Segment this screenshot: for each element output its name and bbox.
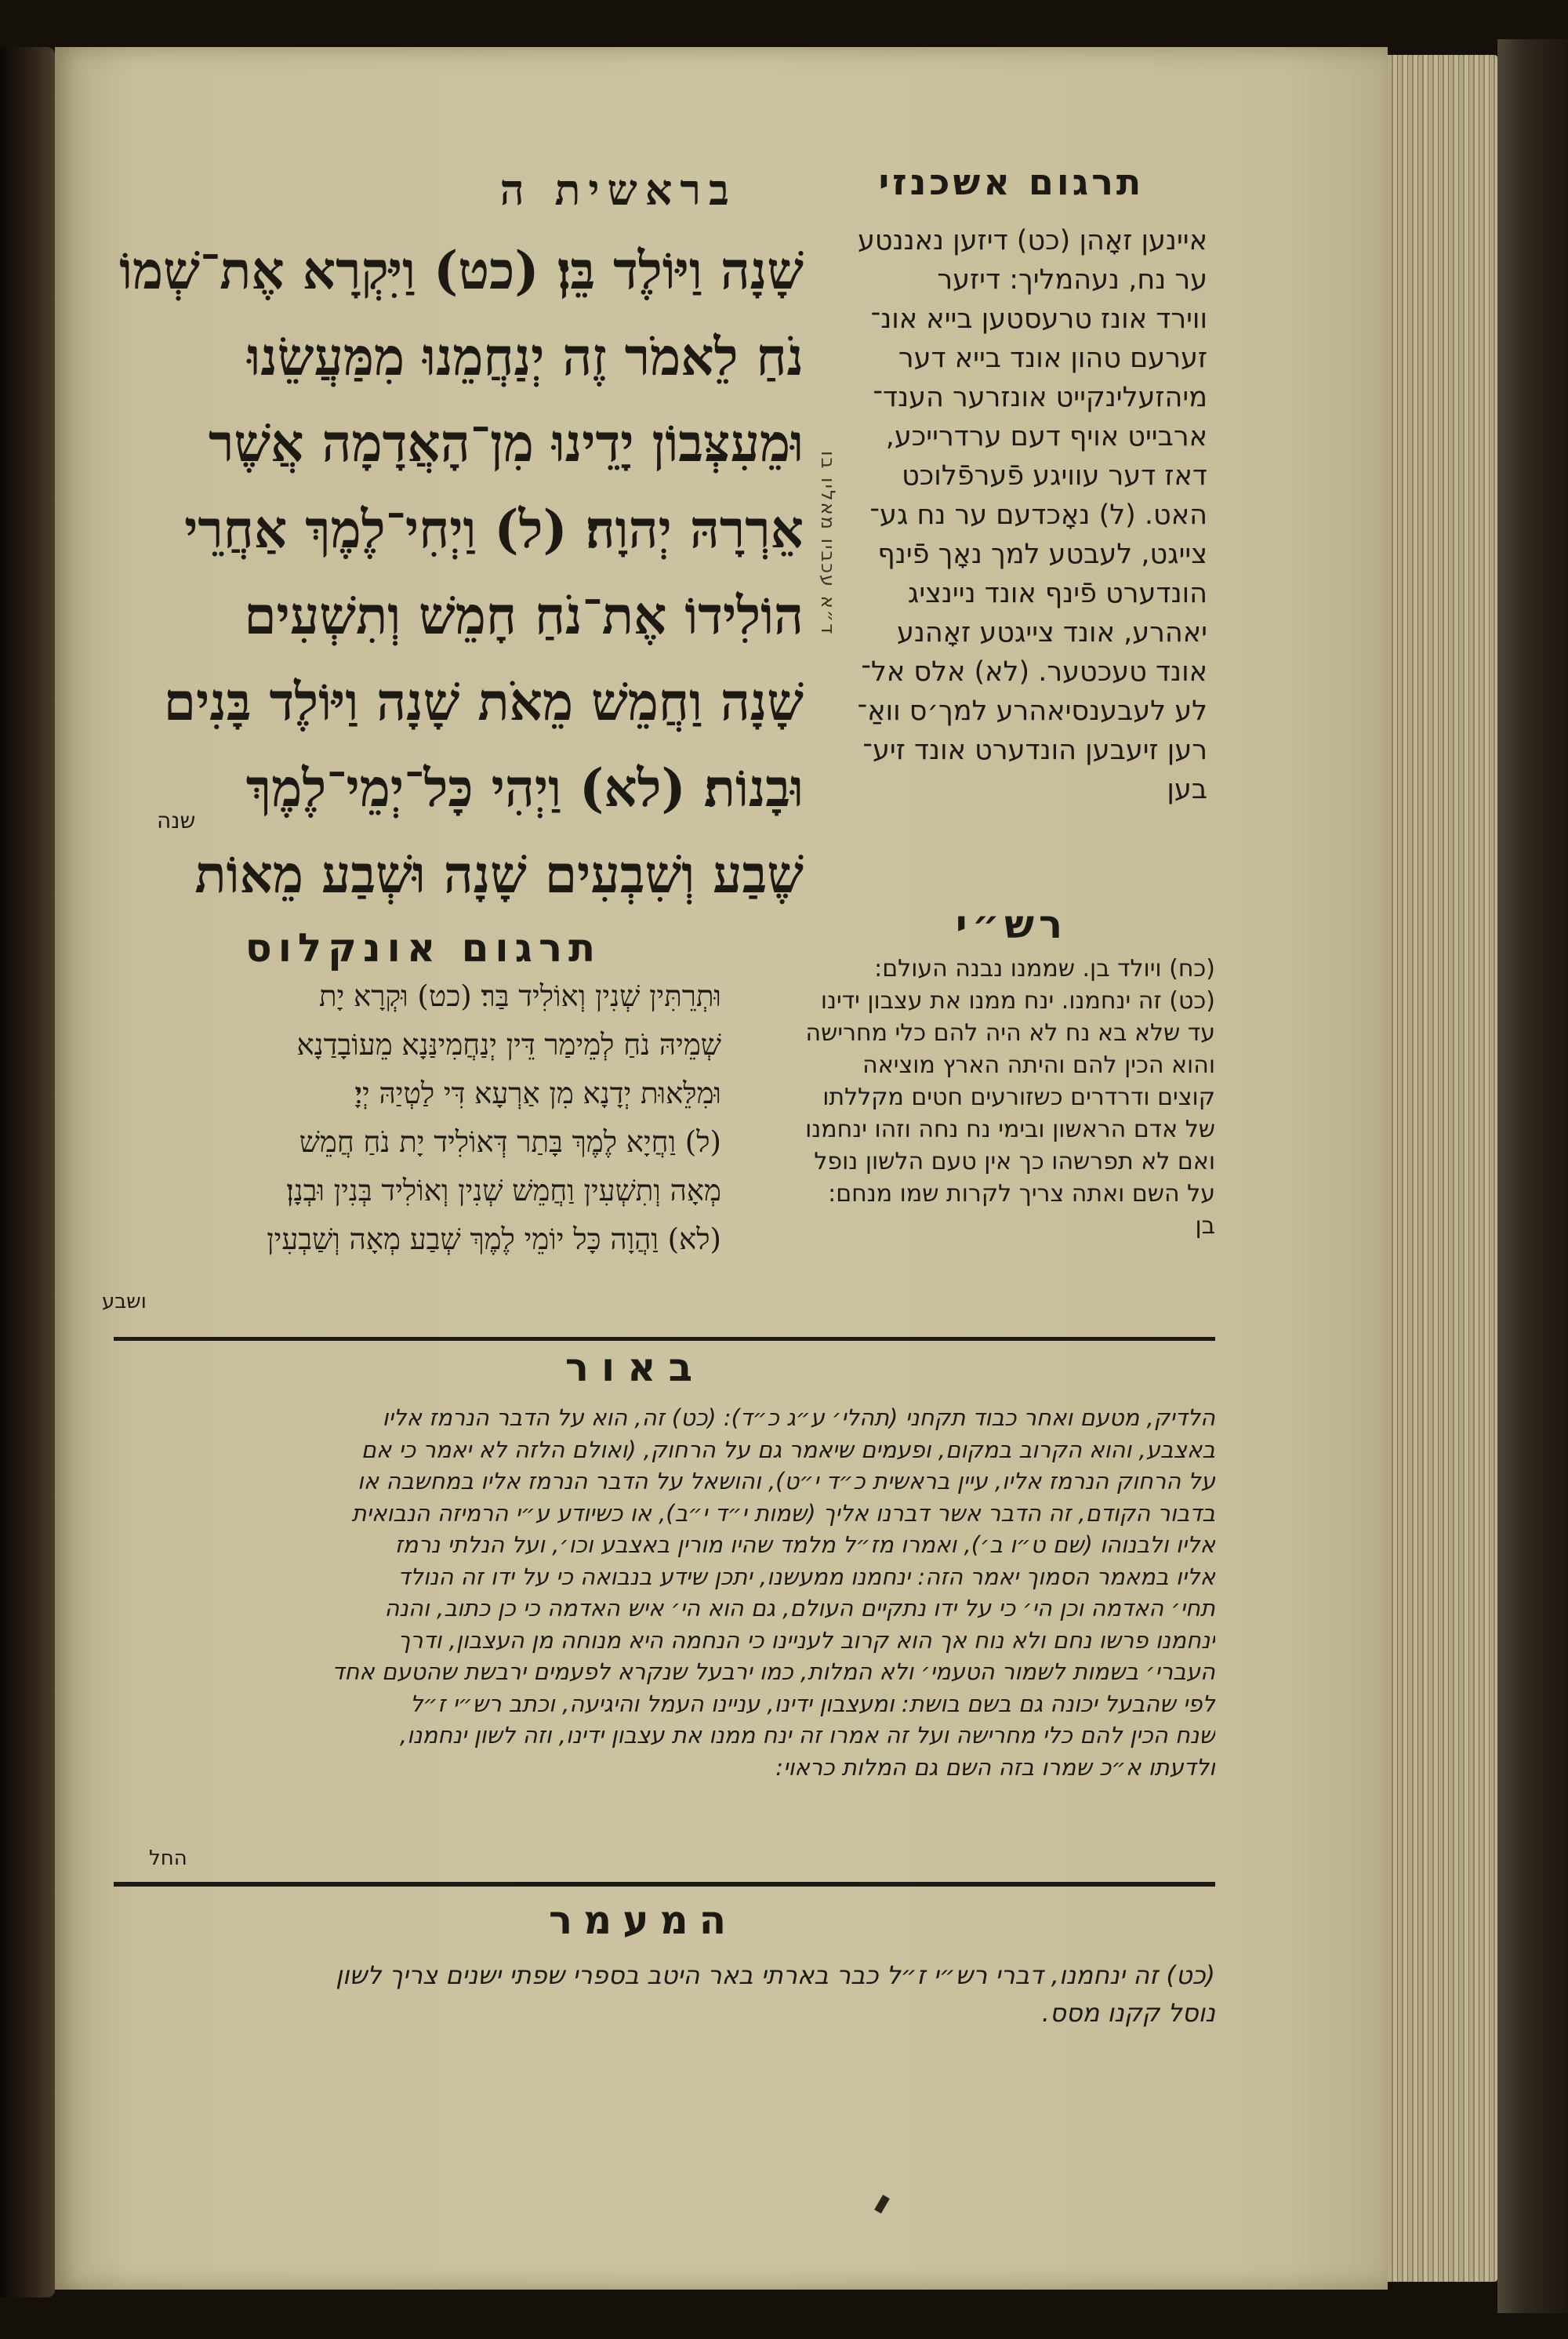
yiddish-line: איינען זאָהן (כט) דיזען נאננטע: [858, 225, 1207, 256]
yiddish-line: ארבייט אויף דעם ערדרייכע,: [885, 421, 1207, 452]
biblical-text-line: שֶׁבַע וְשִׁבְעִים שָׁנָה וּשְׁבַע מֵאוֹת: [194, 844, 804, 905]
meamer-commentary: [125, 1956, 1215, 2032]
catchword-onkelos: ושבע: [102, 1290, 147, 1313]
onkelos-line: (ל) וַחֲיָא לֶמֶךְ בָּתַר דְּאוֹלִיד יָת נֹחַ חֲמֵשׁ: [299, 1125, 721, 1159]
biur-heading: באור: [564, 1345, 706, 1390]
book-cover-right: [1497, 39, 1568, 2313]
yiddish-line: דאז דער עוויגע פֿערפֿלוכט: [902, 460, 1207, 492]
biur-line: אליו במאמר הסמוך יאמר הזה: ינחמנו ממעשנו, יתכן שידע בנבואה כי על ידו זה הנולד: [397, 1563, 1215, 1590]
yiddish-translation-column: [847, 221, 1207, 809]
biblical-text-line: הוֹלִידוֹ אֶת־נֹחַ חָמֵשׁ וְתִשְׁעִים: [244, 585, 804, 646]
yiddish-line: האט. (ל) נאָכדעם ער נח גע־: [869, 499, 1207, 531]
onkelos-column: [78, 972, 721, 1264]
biur-line: ולדעתו א״כ שמרו בזה השם גם המלות כראוי:: [775, 1753, 1215, 1781]
onkelos-line: וּתְרֵתִּין שְׁנִין וְאוֹלִיד בַּר׃ (כט) וּקְרָא יָת: [319, 979, 721, 1013]
yiddish-line: רען זיעבען הונדערט אונד זיע־: [862, 735, 1207, 766]
biur-line: העברי׳ בשמות לשמור הטעמי׳ ולא המלות, כמו ירבעל שנקרא לפעמים ירבשת שהטעם אחד: [332, 1658, 1215, 1685]
meamer-line: (כט) זה ינחמנו, דברי רש״י ז״ל כבר בארתי באר היטב בספרי שפתי ישנים צריך לשון: [336, 1960, 1215, 1990]
rashi-line: בן: [1195, 1212, 1215, 1240]
rashi-line: (כט) זה ינחמנו. ינח ממנו את עצבון ידינו: [820, 987, 1215, 1015]
biur-line: הלדיק, מטעם ואחר כבוד תקחני (תהלי׳ ע״ג כ״ד): (כט) זה, הוא על הדבר הנרמז אליו: [382, 1404, 1215, 1431]
rashi-column: [733, 953, 1215, 1242]
biur-line: תחי׳ האדמה וכן הי׳ כי על ידו נתקיים העולם, גם הוא הי׳ איש האדמה כי כן כתוב, והנה: [384, 1595, 1215, 1622]
biblical-text-line: אֵרְרָהּ יְהוָה׃ (ל) וַיְחִי־לֶמֶךְ אַחֲרֵי: [184, 499, 804, 560]
section-divider: [114, 1337, 1215, 1341]
yiddish-line: צייגט, לעבטע למך נאָך פֿינף: [877, 539, 1207, 570]
yiddish-line: ער נח, נעהמליך: דיזער: [937, 264, 1207, 296]
catchword-main: שנה: [157, 808, 196, 834]
yiddish-line: זערעם טהון אונד בייא דער: [898, 343, 1207, 374]
biblical-text-line: וּמֵעִצְּבוֹן יָדֵינוּ מִן־הָאֲדָמָה אֲשֶׁר: [209, 412, 804, 474]
biblical-text-line: שָׁנָה וַיּוֹלֶד בֵּן׃ (כט) וַיִּקְרָא אֶת־שְׁמוֹ: [119, 240, 804, 301]
biur-line: באצבע, והוא הקרוב במקום, ופעמים שיאמר גם על הרחוק, (ואולם הלזה לא יאמר כי אם: [361, 1436, 1215, 1463]
biur-line: אליו ולבנוהו (שם ט״ו ב׳), ואמרו מז״ל מלמד שהיו מורין באצבע וכו׳, ועל הנלתי נרמז: [394, 1531, 1215, 1558]
biur-line: על הרחוק הנרמז אליו, עיין בראשית כ״ד י״ט), והושאל על הדבר הנרמז אליו במחשבה או: [357, 1468, 1215, 1495]
rashi-line: ואם לא תפרשהו כך אין טעם הלשון נופל: [814, 1148, 1215, 1175]
yiddish-line: בען: [1167, 774, 1207, 805]
page-header-column-title: תרגום אשכנזי: [878, 161, 1145, 203]
meamer-line: נוסל קקנו מסס.: [1041, 1998, 1215, 2028]
rashi-line: של אדם הראשון ובימי נח נחה וזהו ינחמנו: [805, 1116, 1215, 1143]
onkelos-heading: תרגום אונקלוס: [245, 925, 602, 971]
rashi-line: עד שלא בא נח לא היה להם כלי מחרישה: [805, 1019, 1215, 1047]
page-header-book-chapter: בראשית ה: [499, 165, 737, 215]
rashi-line: על השם ואתה צריך לקרות שמו מנחם:: [828, 1180, 1215, 1208]
rashi-line: והוא הכין להם והיתה הארץ מוציאה: [862, 1051, 1215, 1079]
yiddish-line: הונדערט פֿינף אונד ניינציג: [907, 578, 1207, 609]
biur-line: לפי שהבעל יכונה גם בשם בושת: ומעצבון ידינו, עניינו העמל והיגיעה, וכתב רש״י ז״ל: [410, 1690, 1215, 1717]
biblical-text-line: נֹחַ לֵאמֹר זֶה יְנַחֲמֵנוּ מִמַּעֲשֵׂנוּ: [247, 326, 804, 387]
onkelos-line: (לא) וַהֲוָה כָּל יוֹמֵי לֶמֶךְ שְׁבַע מְאָה וְשַׁבְעִין: [267, 1222, 721, 1256]
yiddish-line: ווירד אונז טרעסטען בייא אונ־: [870, 303, 1207, 335]
yiddish-line: יאהרע, אונד צייגטע זאָהנע: [896, 617, 1207, 648]
section-divider: [114, 1882, 1215, 1887]
biblical-text-line: שָׁנָה וַחֲמֵשׁ מֵאֹת שָׁנָה וַיּוֹלֶד בָּנִים: [163, 671, 804, 732]
meamer-heading: המעמר: [548, 1898, 738, 1943]
onkelos-line: מְאָה וְתִשְׁעִין וַחֲמֵשׁ שְׁנִין וְאוֹלִיד בְּנִין וּבְנָן׃: [286, 1174, 721, 1208]
biur-line: בדבור הקודם, זה הדבר אשר דברנו אליך (שמות י״ד י״ב), או כשיודע ע״י הרמיזה הנבואית: [351, 1499, 1215, 1527]
book-binding-left: [0, 47, 55, 2297]
yiddish-line: לע לעבענסיאהרע למך׳ס וואַ־: [857, 696, 1207, 727]
biur-line: שנח הכין להם כלי מחרישה ועל זה אמרו זה ינח ממנו את עצבון ידינו, וזה לשון ינחמנו,: [399, 1722, 1215, 1749]
onkelos-line: שְׁמֵיהּ נֹחַ לְמֵימַר דֵּין יְנַחֲמִינַּנָא מֵעוֹבָדַנָא: [296, 1028, 721, 1062]
rashi-line: קוצים ודרדרים כשזורעים חטים מקללתו: [822, 1084, 1215, 1111]
biur-commentary: [118, 1402, 1215, 1783]
biur-line: ינחמנו פרשו נחם ולא נוח אך הוא קרוב לעניינו כי הנחמה היא מנוחה מן העצבון, ודרך: [397, 1626, 1215, 1654]
yiddish-line: אונד טעכטער. (לא) אלס אל־: [861, 656, 1207, 688]
catchword-biur: החל: [149, 1847, 187, 1870]
yiddish-line: מיהזעלינקייט אונזרער הענד־: [873, 382, 1207, 413]
rashi-line: (כח) ויולד בן. שממנו נבנה העולם:: [874, 955, 1215, 982]
marginal-note: ד״א עכביו מאליו בו: [817, 450, 839, 635]
page-edges: [1388, 55, 1497, 2282]
biblical-text-line: וּבָנוֹת׃ (לא) וַיְהִי כָּל־יְמֵי־לֶמֶךְ: [245, 757, 804, 819]
onkelos-line: וּמִלֵּאוּת יְדָנָא מִן אַרְעָא דִּי לַטְיַהּ יְיָ׃: [354, 1077, 721, 1110]
rashi-heading: רש״י: [955, 902, 1068, 947]
